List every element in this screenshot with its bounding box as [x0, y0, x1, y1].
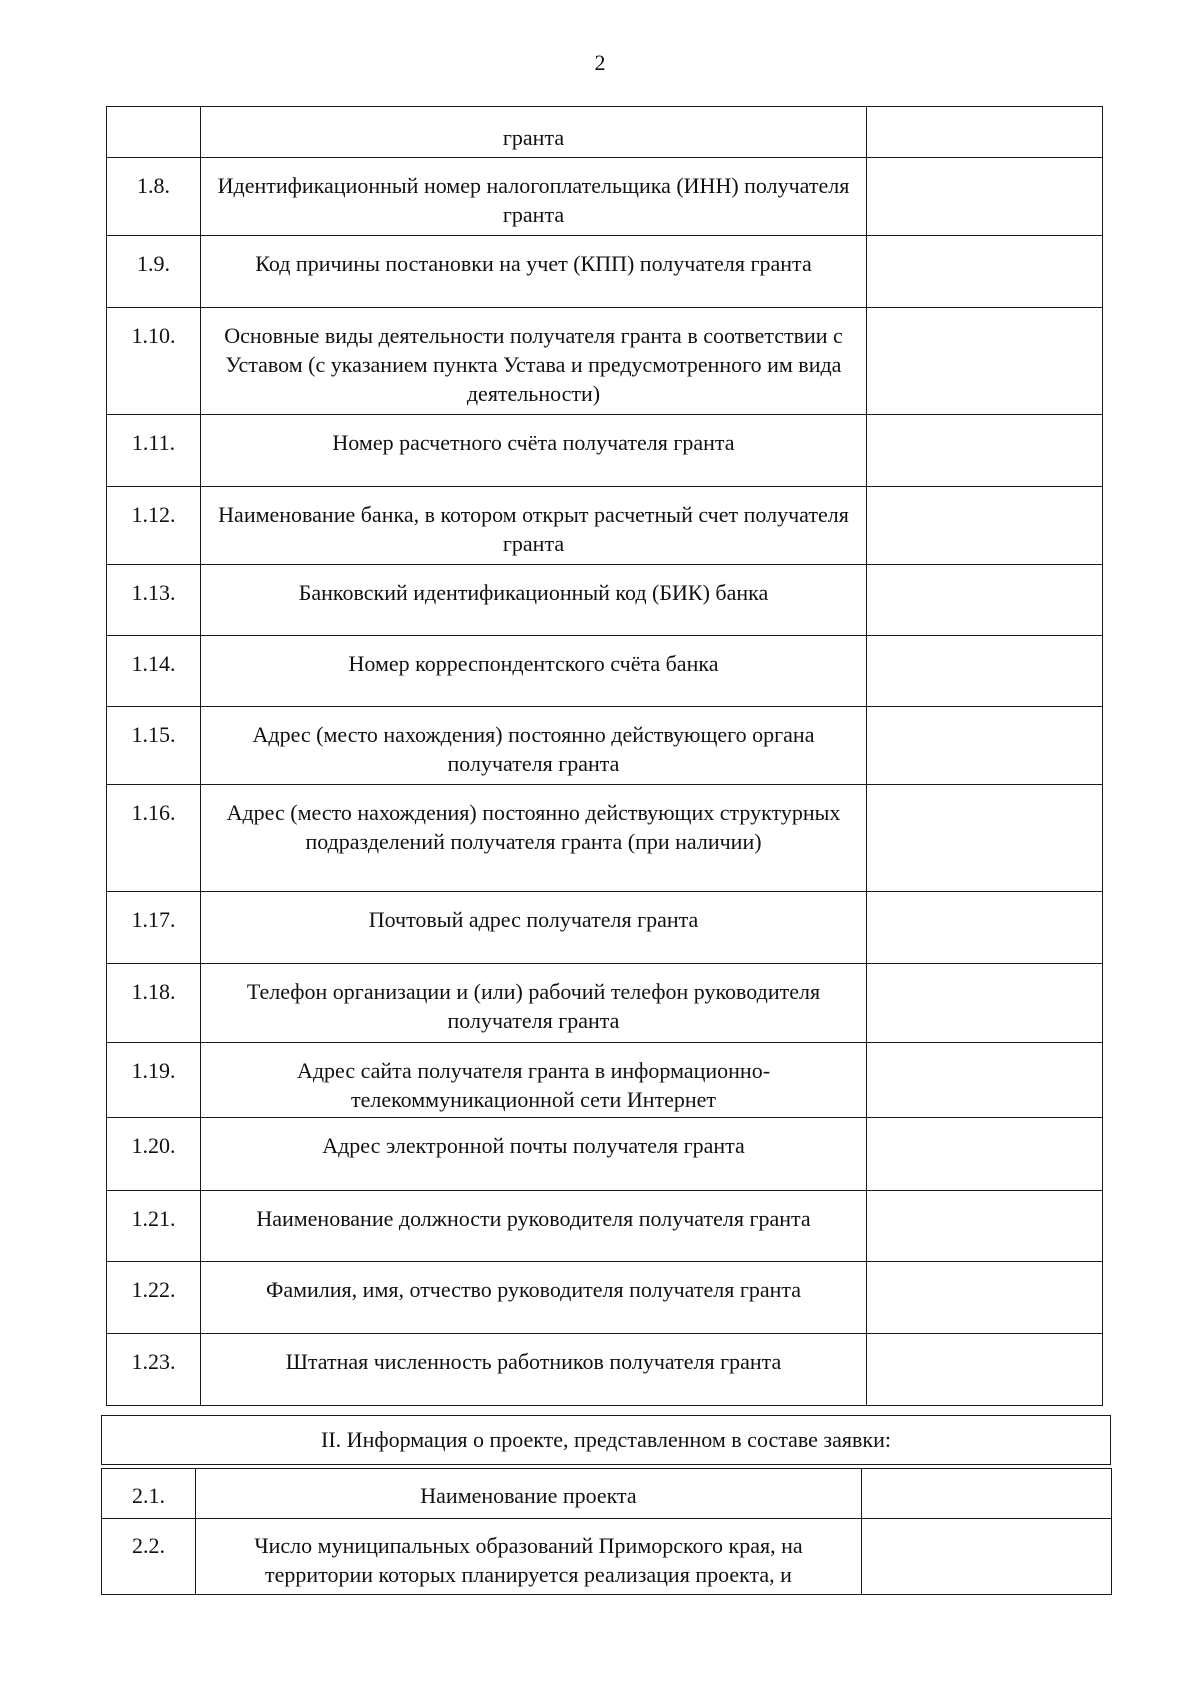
- row-value-cell[interactable]: [867, 308, 1103, 415]
- row-number: 1.12.: [107, 487, 201, 565]
- table-row: [107, 707, 1103, 785]
- row-number: 2.1.: [102, 1469, 196, 1519]
- row-description: Адрес электронной почты получателя гранта: [201, 1118, 867, 1191]
- row-description: Адрес (место нахождения) постоянно действующих структурных подразделений получателя гранта (при наличии): [201, 785, 867, 892]
- row-number: 1.8.: [107, 158, 201, 236]
- table-row: [107, 1118, 1103, 1191]
- page-number: 2: [594, 50, 606, 75]
- row-value-cell[interactable]: [867, 707, 1103, 785]
- row-description: Фамилия, имя, отчество руководителя получателя гранта: [201, 1262, 867, 1334]
- row-number: 1.17.: [107, 892, 201, 964]
- row-value-cell[interactable]: [867, 785, 1103, 892]
- table-row: [107, 964, 1103, 1043]
- section-2-heading: II. Информация о проекте, представленном в составе заявки:: [101, 1415, 1111, 1465]
- row-value-cell[interactable]: [867, 107, 1103, 158]
- row-value-cell[interactable]: [867, 1334, 1103, 1406]
- row-number: 1.9.: [107, 236, 201, 308]
- table-row: [107, 1043, 1103, 1118]
- row-number: 1.13.: [107, 565, 201, 636]
- row-number: 1.21.: [107, 1191, 201, 1262]
- project-info-table: [101, 1468, 1112, 1595]
- row-description: гранта: [201, 107, 867, 158]
- table-row: [107, 892, 1103, 964]
- row-description: Адрес (место нахождения) постоянно действующего органа получателя гранта: [201, 707, 867, 785]
- row-value-cell[interactable]: [867, 565, 1103, 636]
- row-description: Банковский идентификационный код (БИК) банка: [201, 565, 867, 636]
- table-row: [107, 1262, 1103, 1334]
- table-row: [102, 1519, 1112, 1595]
- row-description: Наименование банка, в котором открыт расчетный счет получателя гранта: [201, 487, 867, 565]
- row-value-cell[interactable]: [867, 236, 1103, 308]
- row-description: Идентификационный номер налогоплательщика (ИНН) получателя гранта: [201, 158, 867, 236]
- row-description: Номер корреспондентского счёта банка: [201, 636, 867, 707]
- row-value-cell[interactable]: [867, 1191, 1103, 1262]
- table-row: [107, 785, 1103, 892]
- table-row: [107, 1191, 1103, 1262]
- row-value-cell[interactable]: [867, 892, 1103, 964]
- row-description: Штатная численность работников получателя гранта: [201, 1334, 867, 1406]
- grant-recipient-table: [106, 106, 1103, 1406]
- row-number: [107, 107, 201, 158]
- row-number: 2.2.: [102, 1519, 196, 1595]
- table-row: [107, 236, 1103, 308]
- row-description: Число муниципальных образований Приморского края, на территории которых планируется реализация проекта, и: [196, 1519, 862, 1595]
- row-description: Основные виды деятельности получателя гранта в соответствии с Уставом (с указанием пункта Устава и предусмотренного им вида деятельности): [201, 308, 867, 415]
- row-number: 1.16.: [107, 785, 201, 892]
- row-value-cell[interactable]: [867, 1043, 1103, 1118]
- row-value-cell[interactable]: [867, 964, 1103, 1043]
- table-row: [107, 308, 1103, 415]
- table-row: [107, 158, 1103, 236]
- row-value-cell[interactable]: [867, 1118, 1103, 1191]
- row-value-cell[interactable]: [867, 636, 1103, 707]
- row-value-cell[interactable]: [862, 1519, 1112, 1595]
- row-description: Почтовый адрес получателя гранта: [201, 892, 867, 964]
- row-number: 1.11.: [107, 415, 201, 487]
- row-description: Телефон организации и (или) рабочий телефон руководителя получателя гранта: [201, 964, 867, 1043]
- table-row: [102, 1469, 1112, 1519]
- row-value-cell[interactable]: [862, 1469, 1112, 1519]
- table-row: [107, 636, 1103, 707]
- row-number: 1.23.: [107, 1334, 201, 1406]
- row-value-cell[interactable]: [867, 158, 1103, 236]
- row-number: 1.14.: [107, 636, 201, 707]
- row-number: 1.18.: [107, 964, 201, 1043]
- row-value-cell[interactable]: [867, 1262, 1103, 1334]
- row-number: 1.20.: [107, 1118, 201, 1191]
- row-description: Код причины постановки на учет (КПП) получателя гранта: [201, 236, 867, 308]
- table-row: [107, 565, 1103, 636]
- row-value-cell[interactable]: [867, 415, 1103, 487]
- row-number: 1.22.: [107, 1262, 201, 1334]
- table-row: [107, 487, 1103, 565]
- table-row: [107, 415, 1103, 487]
- table-row: [107, 1334, 1103, 1406]
- table-row: [107, 107, 1103, 158]
- row-description: Наименование проекта: [196, 1469, 862, 1519]
- row-number: 1.10.: [107, 308, 201, 415]
- row-number: 1.15.: [107, 707, 201, 785]
- row-value-cell[interactable]: [867, 487, 1103, 565]
- row-description: Наименование должности руководителя получателя гранта: [201, 1191, 867, 1262]
- row-number: 1.19.: [107, 1043, 201, 1118]
- row-description: Адрес сайта получателя гранта в информационно-телекоммуникационной сети Интернет: [201, 1043, 867, 1118]
- row-description: Номер расчетного счёта получателя гранта: [201, 415, 867, 487]
